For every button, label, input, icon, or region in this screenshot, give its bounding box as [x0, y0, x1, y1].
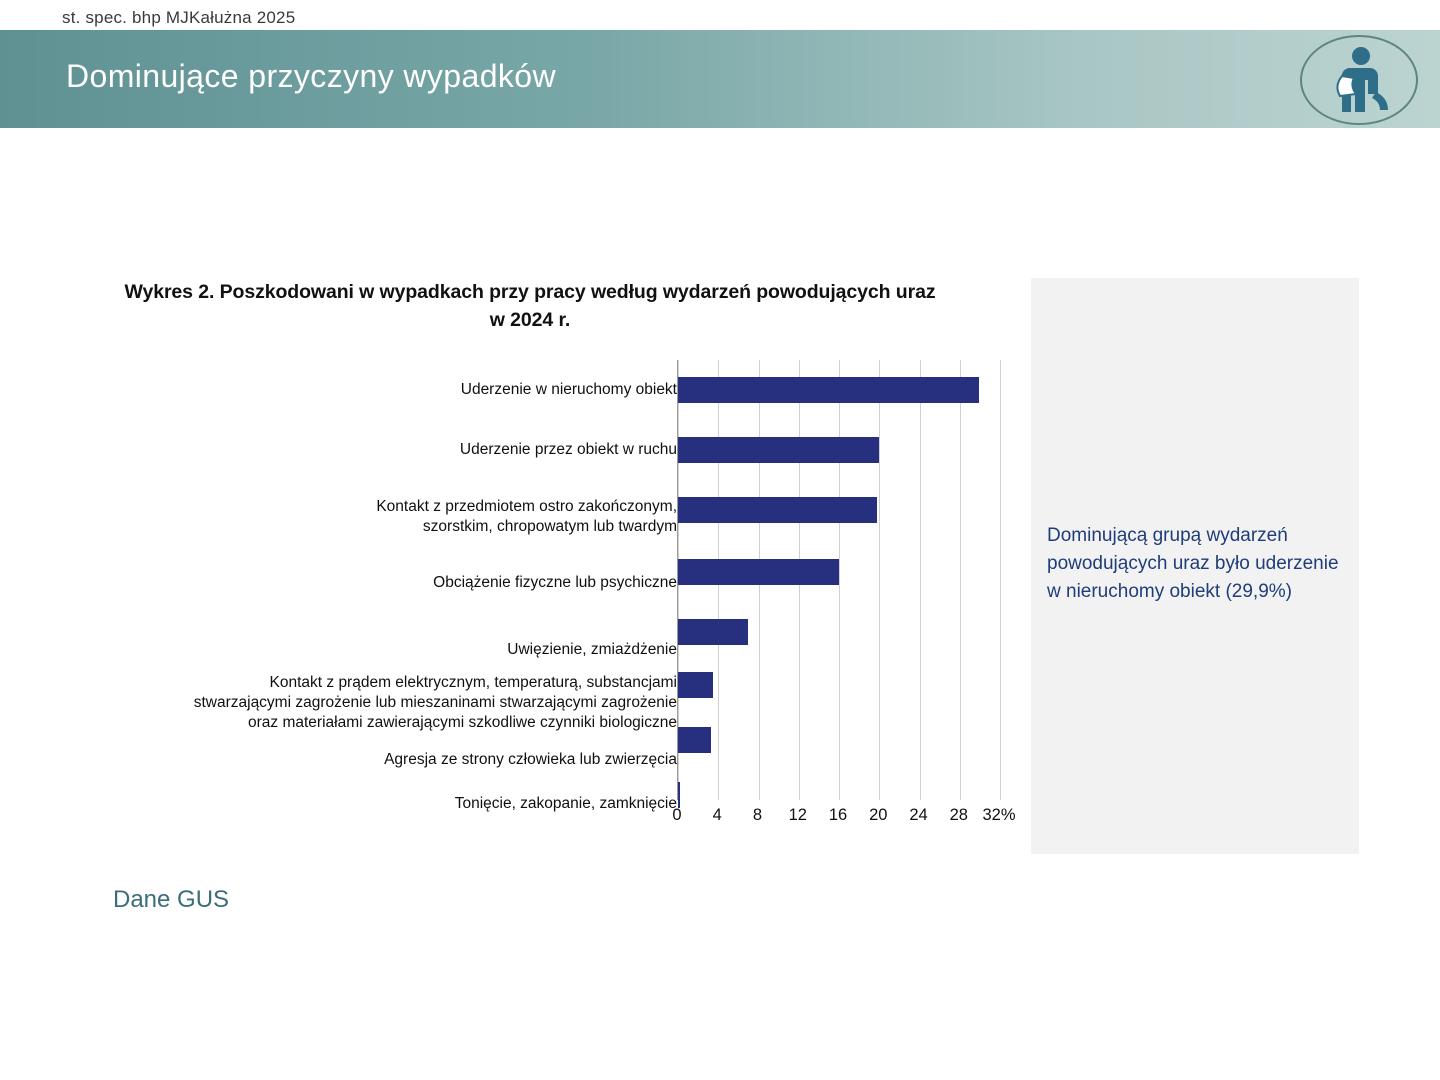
chart-category-label: Uderzenie przez obiekt w ruchu [459, 441, 677, 458]
chart-gridline [1000, 360, 1001, 800]
chart-gridline [960, 360, 961, 800]
chart-category-label: Uwięzienie, zmiażdżenie [507, 641, 677, 658]
side-note-panel [1031, 278, 1359, 854]
chart-gridline [920, 360, 921, 800]
chart-x-tick-label: 32% [982, 806, 1016, 824]
chart-x-tick-label: 20 [869, 806, 888, 824]
chart-x-tick-label: 12 [788, 806, 807, 824]
chart-container [55, 270, 1016, 850]
chart-bar [678, 377, 979, 403]
chart-bar [678, 727, 711, 753]
chart-title-line2: w 2024 r. [489, 309, 571, 332]
chart-category-label: Kontakt z prądem elektrycznym, temperaturą, substancjami stwarzającymi zagrożenie lub mieszaninami stwarzającymi zagrożenie oraz materiałami zawierającymi szkodliwe czynniki biologiczne [193, 674, 677, 731]
chart-category-label: Obciążenie fizyczne lub psychiczne [433, 574, 677, 591]
chart-x-tick-label: 0 [672, 806, 682, 824]
chart-x-tick-label: 28 [949, 806, 968, 824]
chart-category-label: Tonięcie, zakopanie, zamknięcie [454, 795, 677, 812]
chart-plot-wrap [55, 360, 1016, 840]
chart-x-axis-labels [672, 806, 1037, 832]
chart-category-label: Uderzenie w nieruchomy obiekt [460, 381, 677, 398]
chart-x-tick-label: 16 [828, 806, 848, 824]
chart-gridline [839, 360, 840, 800]
slide-meta-label: st. spec. bhp MJKałużna 2025 [62, 8, 296, 27]
chart-bar [678, 437, 879, 463]
chart-plot-area [677, 360, 1000, 800]
chart-bar [678, 672, 713, 698]
chart-gridline [879, 360, 880, 800]
chart-x-tick-label: 4 [712, 806, 722, 824]
chart-title-line1: Wykres 2. Poszkodowani w wypadkach przy pracy według wydarzeń powodujących uraz [124, 281, 936, 303]
chart-x-tick-label: 24 [909, 806, 928, 824]
chart-bar [678, 559, 839, 585]
chart-bar [678, 619, 748, 645]
source-label: Dane GUS [113, 886, 230, 913]
side-note-text: Dominującą grupą wydarzeń powodujących uraz było uderzenie w nieruchomy obiekt (29,9%) [1047, 525, 1339, 603]
chart-x-tick-label: 8 [752, 806, 763, 824]
chart-bar [678, 782, 680, 808]
chart-category-label: Kontakt z przedmiotem ostro zakończonym, szorstkim, chropowatym lub twardym [376, 498, 677, 535]
injured-worker-icon [1298, 34, 1420, 126]
chart-category-label: Agresja ze strony człowieka lub zwierzęcia [384, 751, 677, 768]
chart-title [55, 270, 1005, 335]
chart-bar [678, 497, 877, 523]
page-title: Dominujące przyczyny wypadków [66, 58, 557, 94]
